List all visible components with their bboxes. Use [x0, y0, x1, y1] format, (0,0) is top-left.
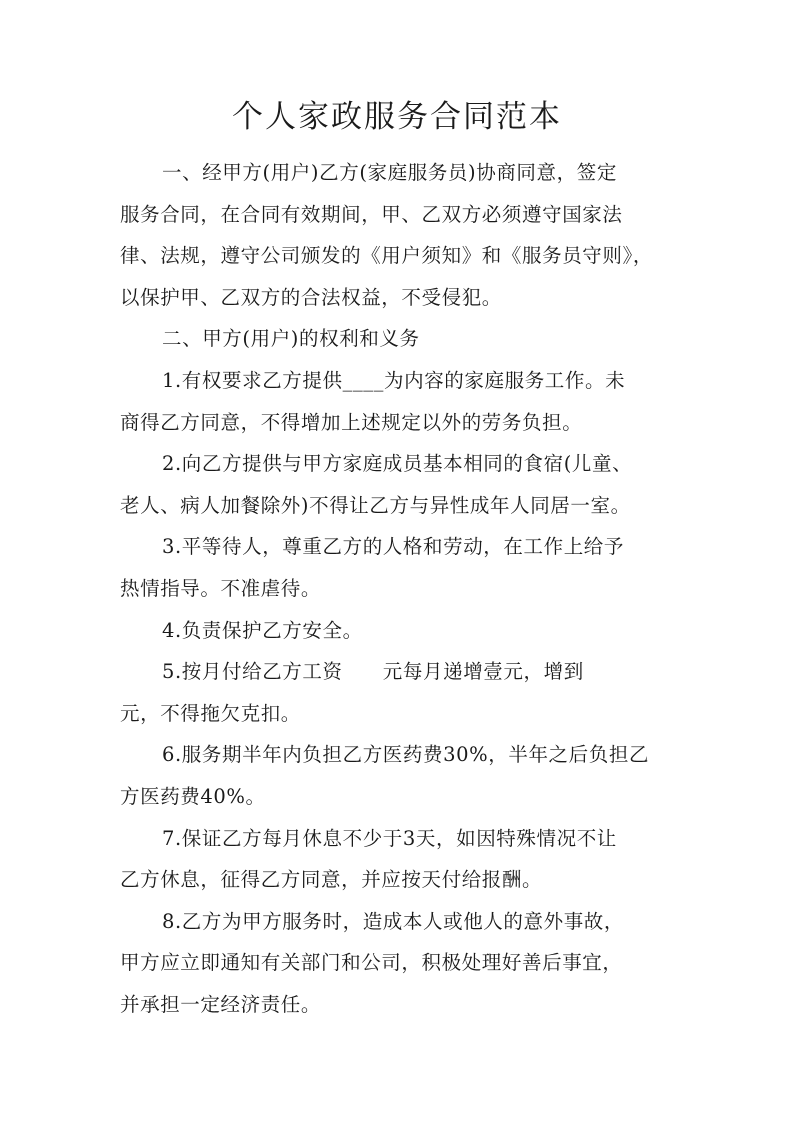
paragraph-line: 乙方休息，征得乙方同意，并应按天付给报酬。	[120, 868, 543, 892]
paragraph-line: 甲方应立即通知有关部门和公司，积极处理好善后事宜，	[120, 951, 623, 975]
paragraph-line: 2.向乙方提供与甲方家庭成员基本相同的食宿(儿童、	[162, 452, 633, 476]
document-body	[120, 152, 680, 1025]
paragraph-line: 服务合同，在合同有效期间，甲、乙双方必须遵守国家法	[120, 202, 623, 226]
paragraph-line: 4.负责保护乙方安全。	[162, 618, 363, 642]
paragraph-line: 3.平等待人，尊重乙方的人格和劳动，在工作上给予	[162, 535, 625, 559]
paragraph-line: 5.按月付给乙方工资 元每月递增壹元，增到	[162, 660, 584, 684]
paragraph-line: 1.有权要求乙方提供____为内容的家庭服务工作。未	[162, 368, 626, 392]
paragraph-line: 8.乙方为甲方服务时，造成本人或他人的意外事故，	[162, 909, 625, 933]
document-title: 个人家政服务合同范本	[232, 99, 562, 135]
paragraph-line: 方医药费40%。	[120, 784, 266, 808]
paragraph-line: 以保护甲、乙双方的合法权益，不受侵犯。	[120, 285, 502, 309]
paragraph-line: 7.保证乙方每月休息不少于3天，如因特殊情况不让	[162, 826, 617, 850]
paragraph-line: 律、法规，遵守公司颁发的《用户须知》和《服务员守则》，	[120, 244, 653, 268]
paragraph-line: 二、甲方(用户)的权利和义务	[162, 327, 420, 351]
paragraph-line: 热情指导。不准虐待。	[120, 576, 322, 600]
paragraph-line: 元，不得拖欠克扣。	[120, 701, 301, 725]
paragraph-line: 商得乙方同意，不得增加上述规定以外的劳务负担。	[120, 410, 583, 434]
paragraph-line: 一、经甲方(用户)乙方(家庭服务员)协商同意，签定	[162, 161, 617, 184]
paragraph-line: 6.服务期半年内负担乙方医药费30%，半年之后负担乙	[162, 743, 650, 767]
paragraph-line: 老人、病人加餐除外)不得让乙方与异性成年人同居一室。	[120, 493, 631, 517]
paragraph-line: 并承担一定经济责任。	[120, 992, 322, 1016]
